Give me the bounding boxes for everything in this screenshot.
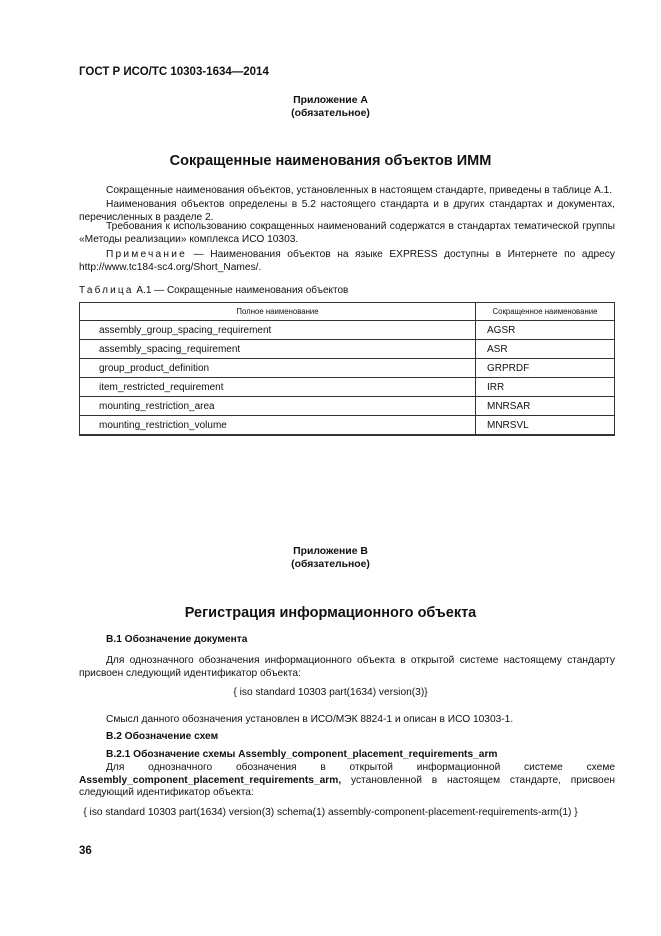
annex-a-heading: Сокращенные наименования объектов ИММ bbox=[169, 153, 492, 169]
short-name-cell: ASR bbox=[476, 340, 615, 359]
full-name-cell: assembly_spacing_requirement bbox=[80, 340, 476, 359]
table-caption-text: А.1 — Сокращенные наименования объектов bbox=[133, 285, 349, 296]
table-row bbox=[80, 321, 615, 340]
section-b21-text-start: Для однозначного обозначения в открытой информационной системе схеме bbox=[106, 762, 615, 773]
table-row bbox=[80, 340, 615, 359]
table-caption-label: Таблица bbox=[79, 285, 134, 296]
full-name-cell: mounting_restriction_volume bbox=[80, 416, 476, 435]
section-b21-schema-name: Assembly_component_placement_requirements_arm, bbox=[79, 774, 342, 786]
annex-b-heading: Регистрация информационного объекта bbox=[184, 605, 477, 621]
section-b21-text-end: установленной в настоящем стандарте, присвоен следующий идентификатор объекта: bbox=[79, 774, 615, 798]
table-bottom-rule bbox=[79, 435, 615, 436]
table-row bbox=[80, 397, 615, 416]
section-b21-identifier: { iso standard 10303 part(1634) version(3) schema(1) assembly-component-placement-requirements-arm(1) } bbox=[83, 807, 578, 818]
short-names-table bbox=[79, 302, 615, 435]
annex-b-title: Приложение В bbox=[293, 546, 368, 557]
column-header-short-name: Сокращенное наименование bbox=[476, 303, 615, 321]
section-b21-text bbox=[79, 762, 615, 800]
short-name-cell: MNRSVL bbox=[476, 416, 615, 435]
annex-a-status: (обязательное) bbox=[291, 108, 370, 119]
short-name-cell: GRPRDF bbox=[476, 359, 615, 378]
short-name-cell: IRR bbox=[476, 378, 615, 397]
annex-a-paragraph-3: Требования к использованию сокращенных наименований содержатся в стандартах тематической группы «Методы реализации» комплекса ИСО 10303. bbox=[79, 221, 615, 245]
full-name-cell: item_restricted_requirement bbox=[80, 378, 476, 397]
section-b21-title: В.2.1 Обозначение схемы Assembly_component_placement_requirements_arm bbox=[106, 749, 498, 760]
section-b2-title: В.2 Обозначение схем bbox=[106, 731, 219, 742]
full-name-cell: mounting_restriction_area bbox=[80, 397, 476, 416]
annex-a-title: Приложение А bbox=[293, 95, 368, 106]
section-b1-title: В.1 Обозначение документа bbox=[106, 634, 248, 645]
full-name-cell: group_product_definition bbox=[80, 359, 476, 378]
table-row bbox=[80, 359, 615, 378]
section-b1-identifier: { iso standard 10303 part(1634) version(3)} bbox=[233, 687, 428, 698]
annex-a-paragraph-2: Наименования объектов определены в 5.2 настоящего стандарта и в других стандартах и документах, перечисленных в разделе 2. bbox=[79, 199, 615, 223]
section-b1-meaning: Смысл данного обозначения установлен в ИСО/МЭК 8824-1 и описан в ИСО 10303-1. bbox=[106, 714, 514, 725]
short-name-cell: AGSR bbox=[476, 321, 615, 340]
note-label: Примечание bbox=[106, 249, 187, 260]
annex-a-note bbox=[79, 248, 615, 274]
annex-a-paragraph-1: Сокращенные наименования объектов, установленных в настоящем стандарте, приведены в таблице А.1. bbox=[106, 185, 613, 196]
annex-b-status: (обязательное) bbox=[291, 559, 370, 570]
table-caption bbox=[79, 285, 348, 296]
table-header-row bbox=[80, 303, 615, 321]
note-text: — Наименования объектов на языке EXPRESS доступны в Интернете по адресу http://www.tc184-sc4.org/Short_Names/. bbox=[79, 249, 615, 273]
column-header-full-name: Полное наименование bbox=[80, 303, 476, 321]
table-row bbox=[80, 416, 615, 435]
section-b1-text: Для однозначного обозначения информационного объекта в открытой системе настоящему стандарту присвоен следующий идентификатор объекта: bbox=[79, 655, 615, 679]
page-number: 36 bbox=[79, 845, 92, 857]
document-code: ГОСТ Р ИСО/ТС 10303-1634—2014 bbox=[79, 66, 269, 78]
full-name-cell: assembly_group_spacing_requirement bbox=[80, 321, 476, 340]
short-name-cell: MNRSAR bbox=[476, 397, 615, 416]
table-row bbox=[80, 378, 615, 397]
